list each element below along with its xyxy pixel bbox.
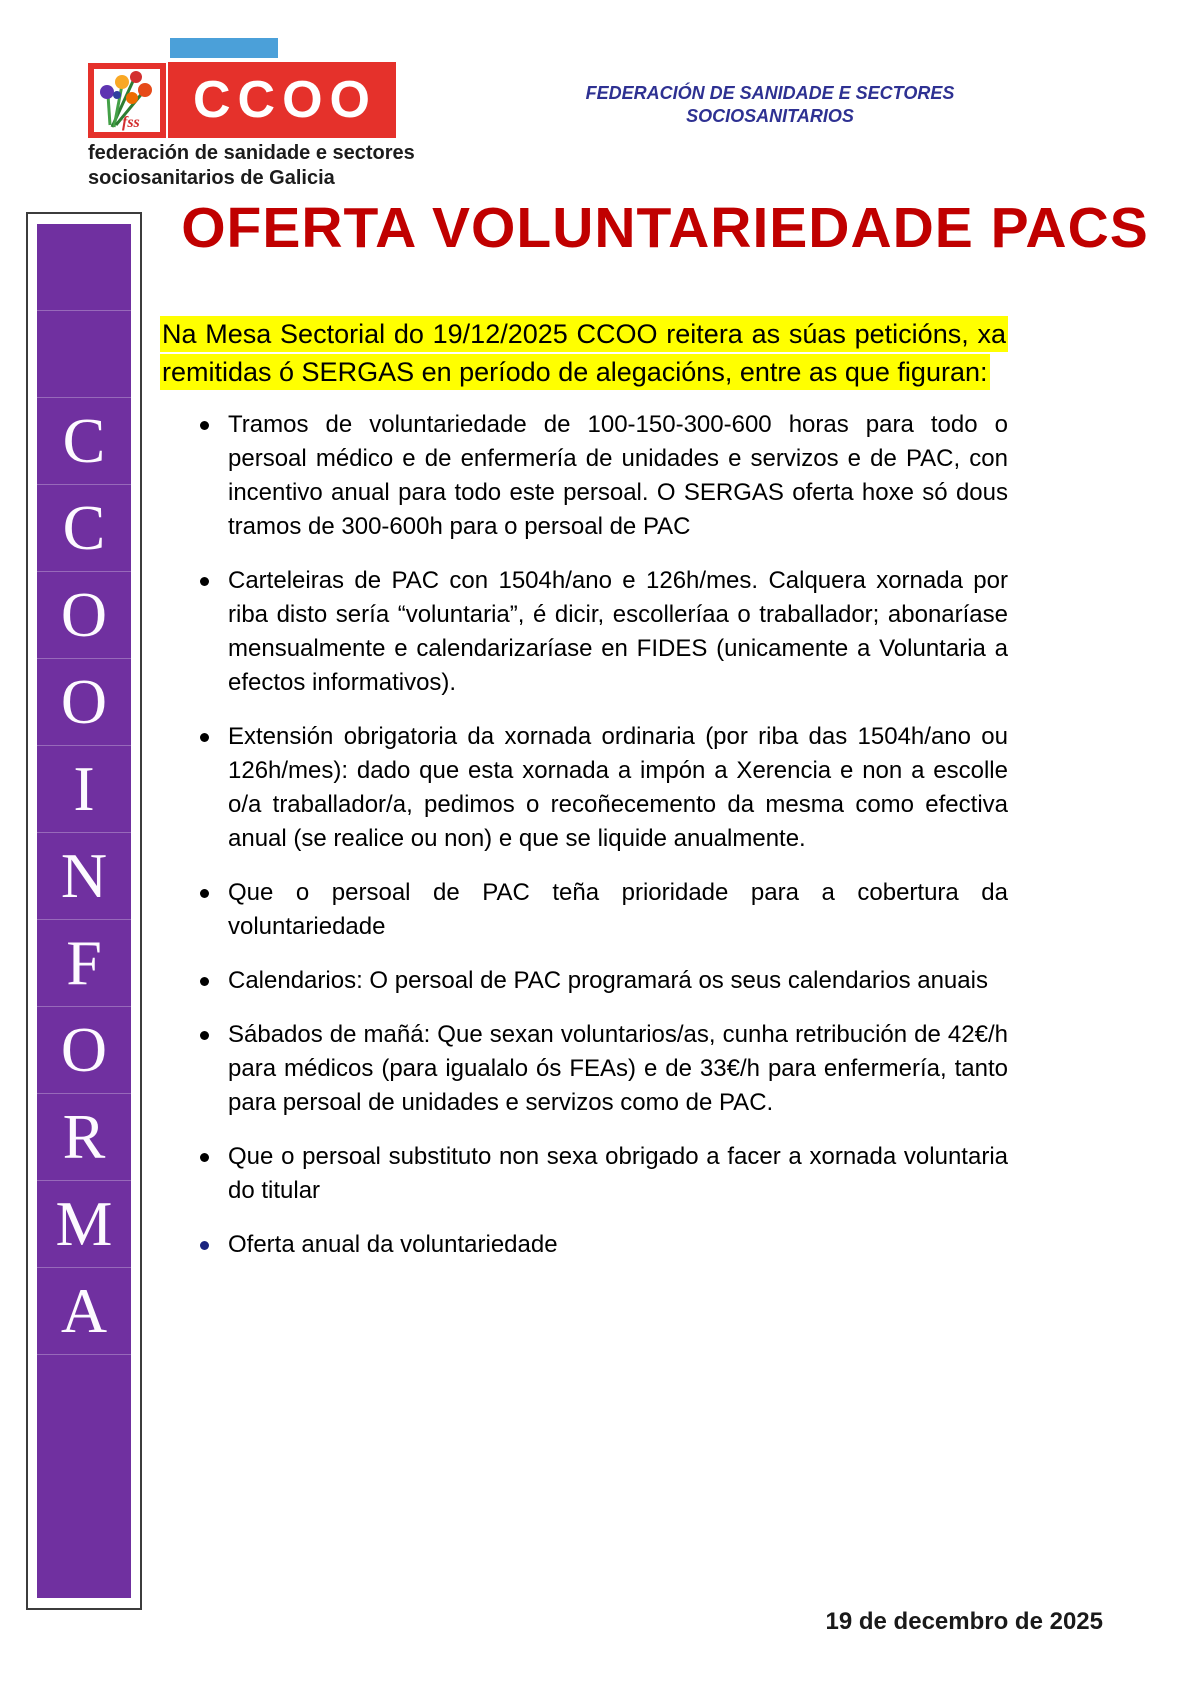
federation-header-line2: SOCIOSANITARIOS <box>686 106 854 126</box>
intro-paragraph <box>160 315 1008 391</box>
list-item: Que o persoal substituto non sexa obrigado a facer a xornada voluntaria do titular <box>160 1140 1008 1208</box>
sidebar-empty-cell <box>37 311 131 398</box>
logo-blue-bar <box>170 38 278 58</box>
federation-header-line1: FEDERACIÓN DE SANIDADE E SECTORES <box>585 83 955 103</box>
page-title: OFERTA VOLUNTARIEDADE PACS <box>181 196 1149 260</box>
federation-header <box>520 82 1020 128</box>
fss-text: fss <box>122 114 140 131</box>
list-item: Sábados de mañá: Que sexan voluntarios/as, cunha retribución de 42€/h para médicos (para igualalo ós FEAs) e de 33€/h para enfermería, tanto para persoal de unidades e servizos como de PAC. <box>160 1018 1008 1120</box>
sidebar-letter: I <box>37 746 131 833</box>
sidebar-letter: O <box>37 659 131 746</box>
ccoo-logo <box>168 62 396 138</box>
list-item: Oferta anual da voluntariedade <box>160 1228 1008 1262</box>
list-item: Extensión obrigatoria da xornada ordinaria (por riba das 1504h/ano ou 126h/mes): dado que esta xornada a impón a Xerencia e non a escolle o/a traballador/a, pedimos o recoñecemento da mesma como efectiva anual (se realice ou non) e que se liquide anualmente. <box>160 720 1008 856</box>
intro-highlighted-text: Na Mesa Sectorial do 19/12/2025 CCOO reitera as súas peticións, xa remitidas ó SERGAS en período de alegacións, entre as que figuran: <box>160 316 1008 390</box>
sidebar-letter: A <box>37 1268 131 1355</box>
logo-org-name <box>88 141 448 191</box>
sidebar-letter: C <box>37 485 131 572</box>
sidebar-letter: O <box>37 1007 131 1094</box>
sidebar-letter: M <box>37 1181 131 1268</box>
sidebar-purple-column <box>37 224 131 1598</box>
sidebar-letter: F <box>37 920 131 1007</box>
logo-org-line2: sociosanitarios de Galicia <box>88 167 335 189</box>
list-item: Carteleiras de PAC con 1504h/ano e 126h/mes. Calquera xornada por riba disto sería “voluntaria”, é dicir, escolleríaa o traballador; abonaríase mensualmente e calendarizaríase en FIDES (unicamente a Voluntaria a efectos informativos). <box>160 564 1008 700</box>
ccoo-informa-sidebar <box>26 212 142 1610</box>
document-date: 19 de decembro de 2025 <box>825 1608 1103 1635</box>
sidebar-letter: O <box>37 572 131 659</box>
logo-org-line1: federación de sanidade e sectores <box>88 142 415 164</box>
fss-flowers-box <box>88 63 166 138</box>
sidebar-empty-cell <box>37 224 131 311</box>
sidebar-empty-cell <box>37 1355 131 1598</box>
fss-flowers-icon <box>92 65 162 135</box>
sidebar-letter: R <box>37 1094 131 1181</box>
demands-list <box>160 408 1008 1282</box>
ccoo-logo-text: CCOO <box>193 71 377 129</box>
list-item: Calendarios: O persoal de PAC programará os seus calendarios anuais <box>160 964 1008 998</box>
sidebar-letter: N <box>37 833 131 920</box>
list-item: Tramos de voluntariedade de 100-150-300-600 horas para todo o persoal médico e de enfermería de unidades e servizos e de PAC, con incentivo anual para todo este persoal. O SERGAS oferta hoxe só dous tramos de 300-600h para o persoal de PAC <box>160 408 1008 544</box>
sidebar-letter: C <box>37 398 131 485</box>
list-item: Que o persoal de PAC teña prioridade para a cobertura da voluntariedade <box>160 876 1008 944</box>
